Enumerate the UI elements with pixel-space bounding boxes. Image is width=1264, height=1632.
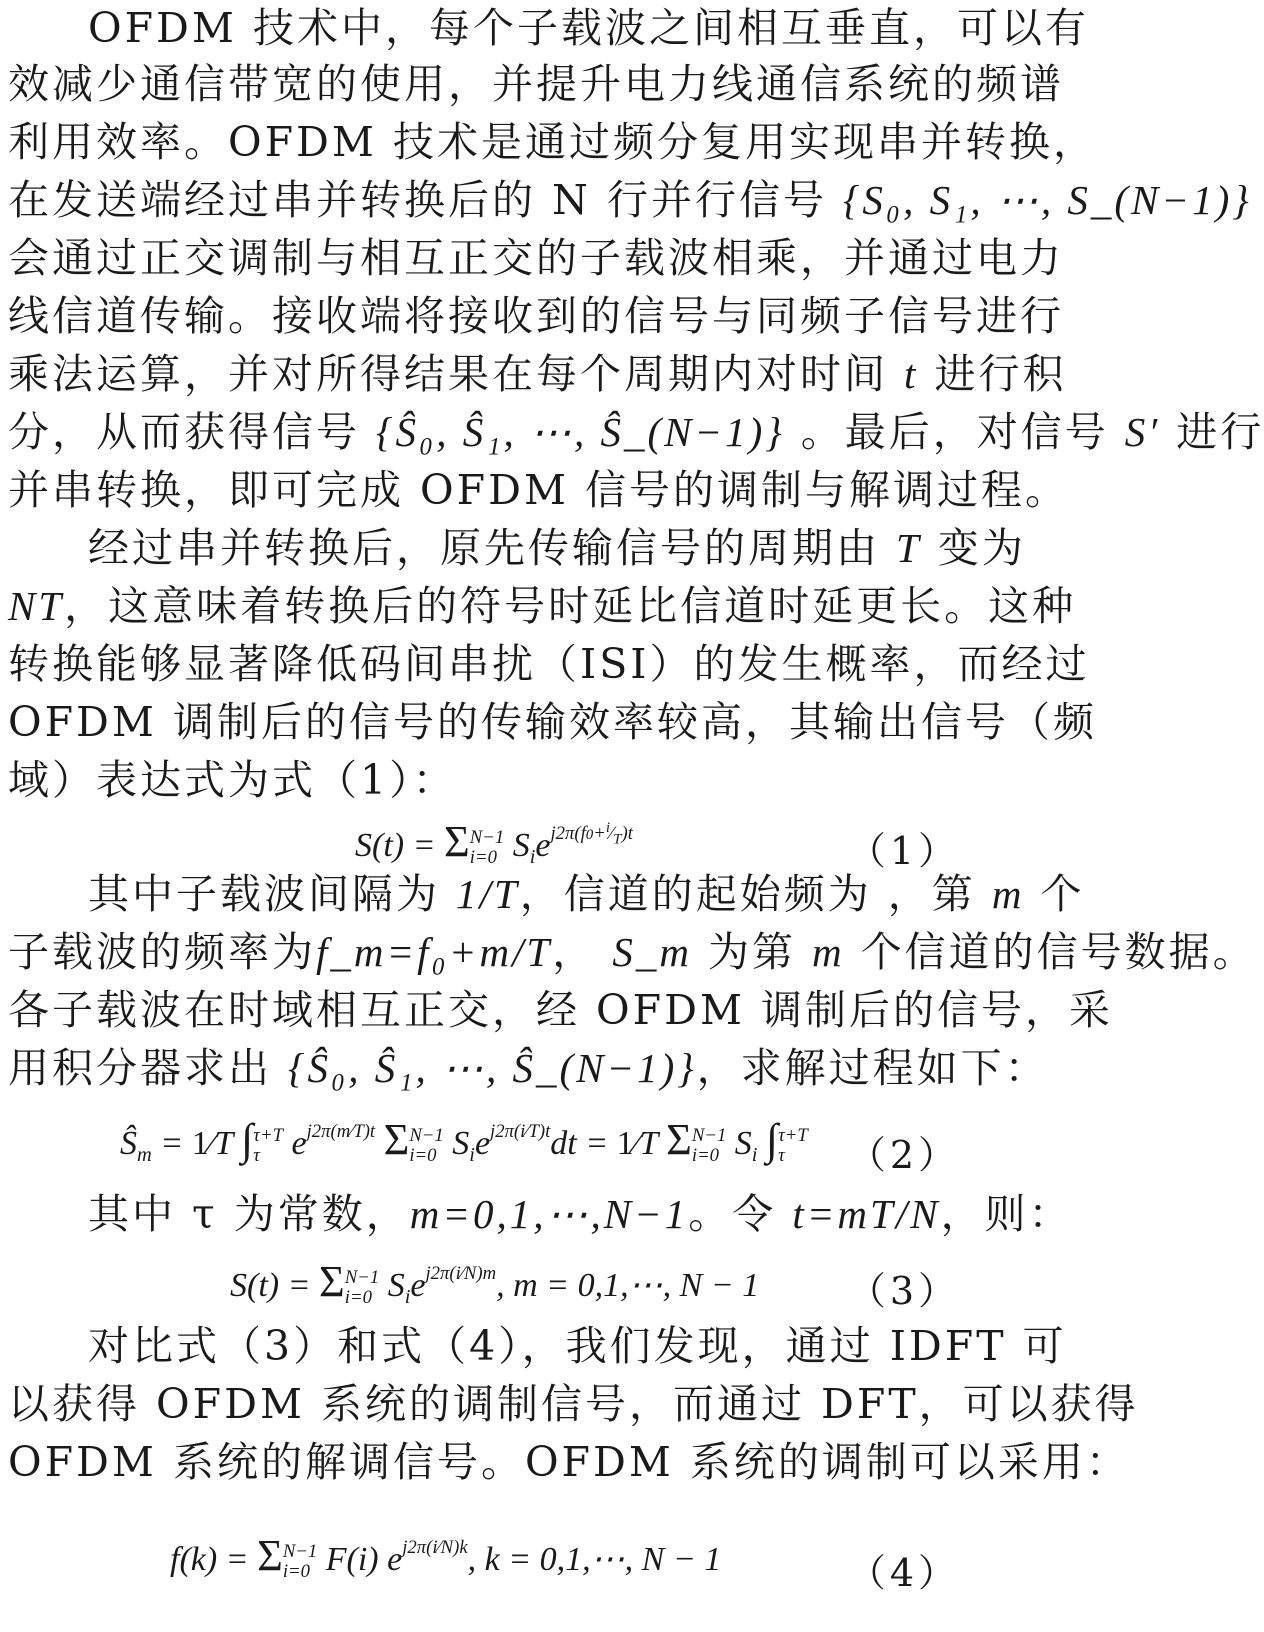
math-set-s: {S₀, S₁, ⋯, S_(N−1)} — [843, 177, 1252, 223]
integral-symbol: ∫ — [241, 1115, 254, 1164]
math-m-2: m — [812, 929, 845, 975]
text-line-7: 乘法运算，并对所得结果在每个周期内对时间 t 进行积 — [8, 350, 1067, 398]
text-line-6: 线信道传输。接收端将接收到的信号与同频子信号进行 — [8, 292, 1064, 340]
math-NT: NT — [8, 583, 65, 629]
int-upper: τ+T — [253, 1124, 283, 1146]
text-line-15: 其中子载波间隔为 1/T，信道的起始频为 ，第 m 个 — [88, 870, 1085, 918]
math-t-eq: t=mT/N — [792, 1191, 941, 1237]
math-m-range: m=0,1,⋯,N−1 — [409, 1191, 689, 1237]
math-set-s-hat-2: {Ŝ₀, Ŝ₁, ⋯, Ŝ_(N−1)} — [288, 1045, 697, 1091]
text-line-12: 转换能够显著降低码间串扰（ISI）的发生概率，而经过 — [8, 640, 1090, 688]
equation-label-2: （2） — [847, 1133, 960, 1177]
integral-symbol-2: ∫ — [765, 1115, 779, 1164]
text-line-18: 用积分器求出 {Ŝ₀, Ŝ₁, ⋯, Ŝ_(N−1)}，求解过程如下： — [8, 1044, 1049, 1092]
sum-symbol-2a: Σ — [383, 1115, 410, 1164]
text-line-4: 在发送端经过串并转换后的 N 行并行信号 {S₀, S₁, ⋯, S_(N−1)} — [8, 176, 1252, 224]
math-inv-T: 1/T — [456, 871, 520, 917]
equation-label-4: （4） — [847, 1551, 960, 1595]
text-line-17: 各子载波在时域相互正交，经 OFDM 调制后的信号，采 — [8, 986, 1113, 1034]
sum-upper: N−1 — [469, 826, 505, 848]
text-line-2: 效减少通信带宽的使用，并提升电力线通信系统的频谱 — [8, 60, 1064, 108]
equation-3: S(t) = ΣN−1 i=0 $S_ie^{j2\pi(i⁄N)m}$, m = 0,1,⋯, N − 1 （3） — [230, 1257, 960, 1313]
text-line-1: OFDM 技术中，每个子载波之间相互垂直，可以有 — [88, 4, 1089, 52]
math-s-prime: S′ — [1124, 409, 1161, 455]
math-t: t — [904, 351, 919, 397]
text-line-19: 其中 τ 为常数，m=0,1,⋯,N−1。令 t=mT/N，则： — [88, 1190, 1073, 1238]
text-line-5: 会通过正交调制与相互正交的子载波相乘，并通过电力 — [8, 234, 1064, 282]
equation-1: S(t) = ΣN−1 i=0 $S_ie^{j2\pi(f0+^i⁄_T)t}$ （1） — [355, 817, 960, 873]
text-line-21: 以获得 OFDM 系统的调制信号，而通过 DFT，可以获得 — [8, 1380, 1139, 1428]
text-line-8: 分，从而获得信号 {Ŝ₀, Ŝ₁, ⋯, Ŝ_(N−1)} 。最后，对信号 S′ 进行 — [8, 408, 1264, 456]
text-line-3: 利用效率。OFDM 技术是通过频分复用实现串并转换， — [8, 118, 1097, 166]
math-S-m: S_m — [612, 929, 692, 975]
sum-symbol-3: Σ — [319, 1257, 345, 1306]
equation-label-1: （1） — [847, 829, 960, 873]
equation-label-3: （3） — [847, 1269, 960, 1313]
math-set-s-hat: {Ŝ₀, Ŝ₁, ⋯, Ŝ_(N−1)} — [376, 409, 785, 455]
math-f-m: f_m=f₀+m/T — [316, 929, 553, 975]
sum-symbol-2b: Σ — [666, 1115, 692, 1164]
text-line-20: 对比式（3）和式（4），我们发现，通过 IDFT 可 — [88, 1322, 1067, 1370]
math-m: m — [991, 871, 1025, 917]
int-lower: τ — [253, 1145, 260, 1167]
text-line-11: NT，这意味着转换后的符号时延比信道时延更长。这种 — [8, 582, 1077, 630]
text-line-13: OFDM 调制后的信号的传输效率较高，其输出信号（频 — [8, 698, 1097, 746]
equation-4: f(k) = ΣN−1 i=0 F(i) $e^{j2\pi(i⁄N)k}$, k = 0,1,⋯, N − 1 （4） — [170, 1531, 960, 1595]
text-line-16: 子载波的频率为f_m=f₀+m/T， S_m 为第 m 个信道的信号数据。 — [8, 928, 1257, 976]
sum-symbol-4: Σ — [257, 1531, 283, 1580]
text-line-10: 经过串并转换后，原先传输信号的周期由 T 变为 — [88, 524, 1026, 572]
text-line-9: 并串转换，即可完成 OFDM 信号的调制与解调过程。 — [8, 466, 1069, 514]
text-line-22: OFDM 系统的解调信号。OFDM 系统的调制可以采用： — [8, 1438, 1130, 1486]
sum-lower: i=0 — [469, 847, 497, 869]
equation-2: $Ŝ_m$ = 1⁄T ∫τ+T τ $e^{j2\pi(m⁄T)t}$ ΣN−1 i=0 $S_ie^{j2\pi(i⁄T)t}dt$ = 1⁄T ΣN−1 i=0 $S_i$ ∫τ+T τ （2） — [120, 1115, 960, 1177]
math-T: T — [896, 525, 922, 571]
text-line-14: 域）表达式为式（1）： — [8, 756, 457, 804]
sum-symbol: Σ — [444, 817, 470, 866]
